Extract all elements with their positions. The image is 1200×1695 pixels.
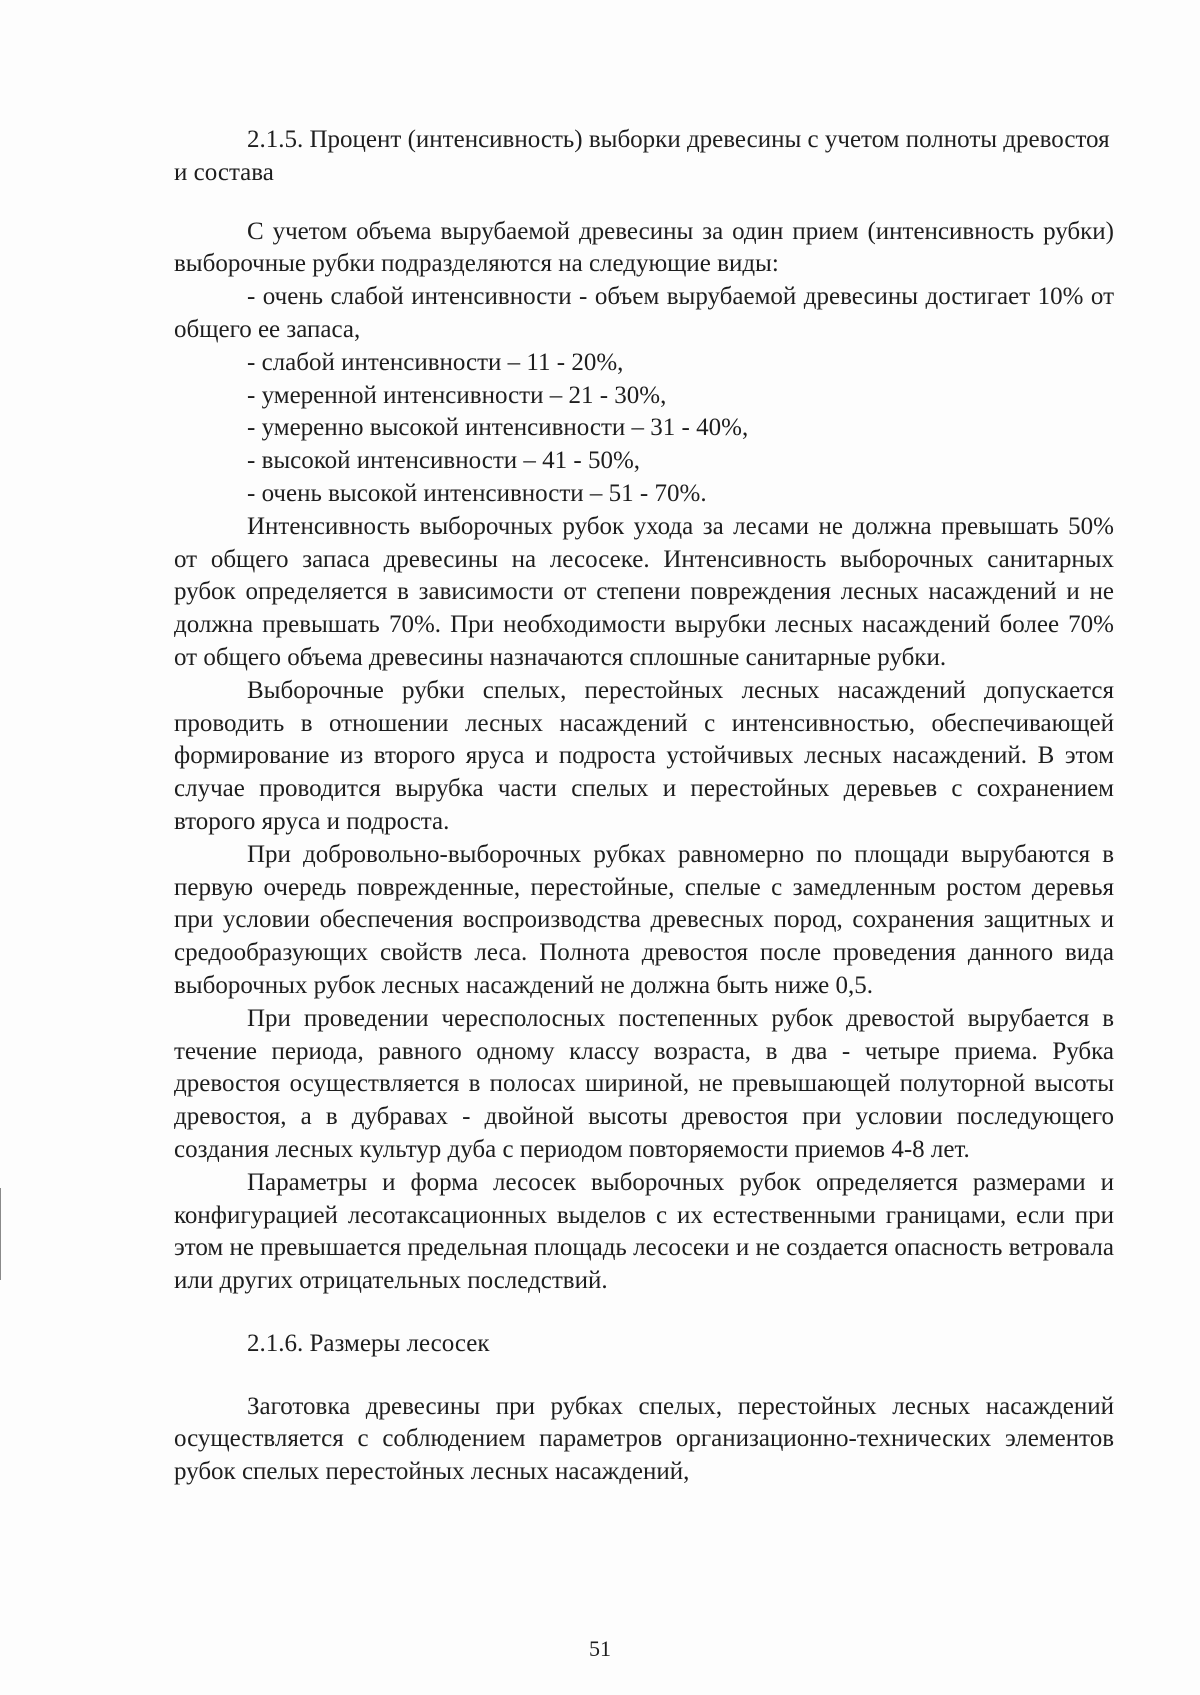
section-heading-2-1-5: 2.1.5. Процент (интенсивность) выборки древесины с учетом полноты древостоя и состава — [174, 126, 1110, 186]
body-paragraph: Интенсивность выборочных рубок ухода за лесами не должна превышать 50% от общего запаса древесины на лесосеке. Интенсивность выборочных санитарных рубок определяется в зависимости от степени повреждения лесных насаждений и не должна превышать 70%. При необходимости вырубки лесных насаждений более 70% от общего объема древесины назначаются сплошные санитарные рубки. — [174, 512, 1114, 671]
list-item: - очень высокой интенсивности – 51 - 70%. — [247, 479, 707, 507]
body-paragraph: Выборочные рубки спелых, перестойных лесных насаждений допускается проводить в отношении лесных насаждений с интенсивностью, обеспечивающей формирование из второго яруса и подроста устойчивых лесных насаждений. В этом случае проводится вырубка части спелых и перестойных деревьев с сохранением второго яруса и подроста. — [174, 676, 1114, 835]
body-paragraph: При проведении чересполосных постепенных рубок древостой вырубается в течение периода, равного одному классу возраста, в два - четыре приема. Рубка древостоя осуществляется в полосах шириной, не превышающей полуторной высоты древостоя, а в дубравах - двойной высоты древостоя при условии последующего создания лесных культур дуба с периодом повторяемости приемов 4-8 лет. — [174, 1004, 1114, 1163]
section-heading-2-1-6: 2.1.6. Размеры лесосек — [247, 1329, 490, 1357]
body-paragraph: При добровольно-выборочных рубках равномерно по площади вырубаются в первую очередь поврежденные, перестойные, спелые с замедленным ростом деревья при условии обеспечения воспроизводства древесных пород, сохранения защитных и средообразующих свойств леса. Полнота древостоя после проведения данного вида выборочных рубок лесных насаждений не должна быть ниже 0,5. — [174, 840, 1114, 999]
page-number: 51 — [589, 1636, 611, 1661]
body-paragraph: Параметры и форма лесосек выборочных рубок определяется размерами и конфигурацией лесотаксационных выделов с их естественными границами, если при этом не превышается предельная площадь лесосеки и не создается опасность ветровала или других отрицательных последствий. — [174, 1168, 1114, 1295]
intro-paragraph: С учетом объема вырубаемой древесины за один прием (интенсивность рубки) выборочные рубки подразделяются на следующие виды: — [174, 217, 1114, 278]
list-item: - умеренно высокой интенсивности – 31 - 40%, — [247, 414, 749, 442]
list-item: - очень слабой интенсивности - объем вырубаемой древесины достигает 10% от общего ее запаса, — [174, 283, 1114, 343]
body-paragraph: Заготовка древесины при рубках спелых, перестойных лесных насаждений осуществляется с соблюдением параметров организационно-технических элементов рубок спелых перестойных лесных насаждений, — [174, 1392, 1114, 1486]
list-item: - слабой интенсивности – 11 - 20%, — [247, 348, 624, 376]
scan-margin-mark — [0, 1188, 1, 1280]
page-content — [174, 124, 1114, 1489]
list-item: - умеренной интенсивности – 21 - 30%, — [247, 381, 667, 409]
list-item: - высокой интенсивности – 41 - 50%, — [247, 447, 641, 475]
